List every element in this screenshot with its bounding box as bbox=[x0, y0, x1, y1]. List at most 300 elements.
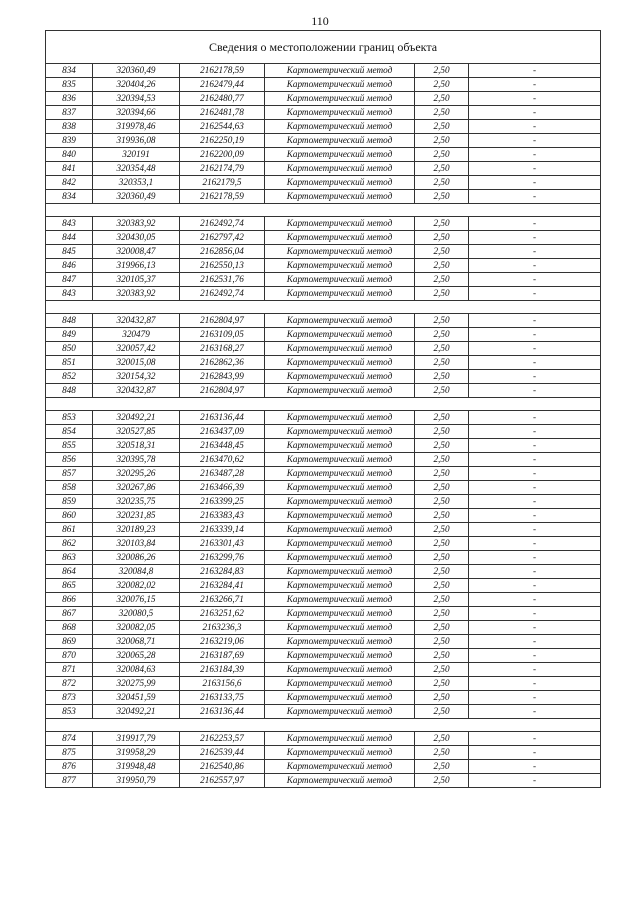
table-row bbox=[46, 245, 601, 259]
accuracy-cell: 2,50 bbox=[415, 467, 469, 481]
y-coordinate-cell: 2162531,76 bbox=[180, 273, 265, 287]
point-number-cell: 877 bbox=[46, 774, 93, 788]
y-coordinate-cell: 2163156,6 bbox=[180, 677, 265, 691]
description-cell: - bbox=[469, 551, 601, 565]
accuracy-cell: 2,50 bbox=[415, 774, 469, 788]
point-number-cell: 875 bbox=[46, 746, 93, 760]
y-coordinate-cell: 2163383,43 bbox=[180, 509, 265, 523]
y-coordinate-cell: 2162804,97 bbox=[180, 314, 265, 328]
x-coordinate-cell: 320275,99 bbox=[93, 677, 180, 691]
accuracy-cell: 2,50 bbox=[415, 705, 469, 719]
point-number-cell: 856 bbox=[46, 453, 93, 467]
description-cell: - bbox=[469, 439, 601, 453]
point-number-cell: 871 bbox=[46, 663, 93, 677]
description-cell: - bbox=[469, 425, 601, 439]
point-number-cell: 851 bbox=[46, 356, 93, 370]
y-coordinate-cell: 2163109,05 bbox=[180, 328, 265, 342]
y-coordinate-cell: 2163168,27 bbox=[180, 342, 265, 356]
method-cell: Картометрический метод bbox=[265, 453, 415, 467]
point-number-cell: 848 bbox=[46, 314, 93, 328]
description-cell: - bbox=[469, 64, 601, 78]
x-coordinate-cell: 319950,79 bbox=[93, 774, 180, 788]
description-cell: - bbox=[469, 411, 601, 425]
x-coordinate-cell: 320383,92 bbox=[93, 287, 180, 301]
y-coordinate-cell: 2162804,97 bbox=[180, 384, 265, 398]
table-row bbox=[46, 259, 601, 273]
accuracy-cell: 2,50 bbox=[415, 259, 469, 273]
table-row bbox=[46, 273, 601, 287]
accuracy-cell: 2,50 bbox=[415, 579, 469, 593]
description-cell: - bbox=[469, 774, 601, 788]
accuracy-cell: 2,50 bbox=[415, 370, 469, 384]
x-coordinate-cell: 320105,37 bbox=[93, 273, 180, 287]
description-cell: - bbox=[469, 495, 601, 509]
method-cell: Картометрический метод bbox=[265, 565, 415, 579]
table-row bbox=[46, 78, 601, 92]
x-coordinate-cell: 320404,26 bbox=[93, 78, 180, 92]
x-coordinate-cell: 319978,46 bbox=[93, 120, 180, 134]
table-row bbox=[46, 537, 601, 551]
description-cell: - bbox=[469, 245, 601, 259]
x-coordinate-cell: 320432,87 bbox=[93, 384, 180, 398]
x-coordinate-cell: 320080,5 bbox=[93, 607, 180, 621]
accuracy-cell: 2,50 bbox=[415, 425, 469, 439]
method-cell: Картометрический метод bbox=[265, 760, 415, 774]
method-cell: Картометрический метод bbox=[265, 537, 415, 551]
accuracy-cell: 2,50 bbox=[415, 439, 469, 453]
description-cell: - bbox=[469, 314, 601, 328]
y-coordinate-cell: 2162178,59 bbox=[180, 64, 265, 78]
y-coordinate-cell: 2162539,44 bbox=[180, 746, 265, 760]
x-coordinate-cell: 320360,49 bbox=[93, 64, 180, 78]
point-number-cell: 843 bbox=[46, 287, 93, 301]
table-title-row bbox=[46, 31, 601, 64]
table-title: Сведения о местоположении границ объекта bbox=[46, 31, 601, 64]
description-cell: - bbox=[469, 328, 601, 342]
x-coordinate-cell: 320451,59 bbox=[93, 691, 180, 705]
point-number-cell: 844 bbox=[46, 231, 93, 245]
table-row bbox=[46, 190, 601, 204]
accuracy-cell: 2,50 bbox=[415, 78, 469, 92]
y-coordinate-cell: 2163184,39 bbox=[180, 663, 265, 677]
accuracy-cell: 2,50 bbox=[415, 162, 469, 176]
description-cell: - bbox=[469, 523, 601, 537]
table-row bbox=[46, 663, 601, 677]
point-number-cell: 836 bbox=[46, 92, 93, 106]
point-number-cell: 857 bbox=[46, 467, 93, 481]
method-cell: Картометрический метод bbox=[265, 732, 415, 746]
table-row bbox=[46, 760, 601, 774]
coordinates-table bbox=[45, 30, 601, 788]
method-cell: Картометрический метод bbox=[265, 495, 415, 509]
table-row bbox=[46, 523, 601, 537]
x-coordinate-cell: 320086,26 bbox=[93, 551, 180, 565]
method-cell: Картометрический метод bbox=[265, 106, 415, 120]
method-cell: Картометрический метод bbox=[265, 621, 415, 635]
table-row bbox=[46, 148, 601, 162]
y-coordinate-cell: 2162862,36 bbox=[180, 356, 265, 370]
description-cell: - bbox=[469, 453, 601, 467]
point-number-cell: 852 bbox=[46, 370, 93, 384]
y-coordinate-cell: 2162479,44 bbox=[180, 78, 265, 92]
x-coordinate-cell: 320015,08 bbox=[93, 356, 180, 370]
accuracy-cell: 2,50 bbox=[415, 746, 469, 760]
x-coordinate-cell: 320383,92 bbox=[93, 217, 180, 231]
accuracy-cell: 2,50 bbox=[415, 621, 469, 635]
description-cell: - bbox=[469, 176, 601, 190]
y-coordinate-cell: 2162843,99 bbox=[180, 370, 265, 384]
method-cell: Картометрический метод bbox=[265, 64, 415, 78]
group-separator-row bbox=[46, 301, 601, 314]
table-row bbox=[46, 217, 601, 231]
group-separator-row bbox=[46, 398, 601, 411]
method-cell: Картометрический метод bbox=[265, 691, 415, 705]
table-row bbox=[46, 356, 601, 370]
method-cell: Картометрический метод bbox=[265, 120, 415, 134]
y-coordinate-cell: 2163136,44 bbox=[180, 705, 265, 719]
accuracy-cell: 2,50 bbox=[415, 495, 469, 509]
point-number-cell: 863 bbox=[46, 551, 93, 565]
y-coordinate-cell: 2163236,3 bbox=[180, 621, 265, 635]
accuracy-cell: 2,50 bbox=[415, 649, 469, 663]
table-row bbox=[46, 509, 601, 523]
description-cell: - bbox=[469, 370, 601, 384]
accuracy-cell: 2,50 bbox=[415, 677, 469, 691]
table-row bbox=[46, 565, 601, 579]
point-number-cell: 859 bbox=[46, 495, 93, 509]
x-coordinate-cell: 320479 bbox=[93, 328, 180, 342]
method-cell: Картометрический метод bbox=[265, 551, 415, 565]
accuracy-cell: 2,50 bbox=[415, 231, 469, 245]
point-number-cell: 873 bbox=[46, 691, 93, 705]
method-cell: Картометрический метод bbox=[265, 677, 415, 691]
table-row bbox=[46, 287, 601, 301]
point-number-cell: 841 bbox=[46, 162, 93, 176]
x-coordinate-cell: 320231,85 bbox=[93, 509, 180, 523]
x-coordinate-cell: 320395,78 bbox=[93, 453, 180, 467]
y-coordinate-cell: 2162174,79 bbox=[180, 162, 265, 176]
y-coordinate-cell: 2162557,97 bbox=[180, 774, 265, 788]
accuracy-cell: 2,50 bbox=[415, 691, 469, 705]
accuracy-cell: 2,50 bbox=[415, 509, 469, 523]
table-row bbox=[46, 607, 601, 621]
description-cell: - bbox=[469, 467, 601, 481]
group-separator-cell bbox=[46, 204, 601, 217]
point-number-cell: 837 bbox=[46, 106, 93, 120]
y-coordinate-cell: 2163470,62 bbox=[180, 453, 265, 467]
description-cell: - bbox=[469, 677, 601, 691]
method-cell: Картометрический метод bbox=[265, 425, 415, 439]
table-row bbox=[46, 705, 601, 719]
y-coordinate-cell: 2162480,77 bbox=[180, 92, 265, 106]
table-row bbox=[46, 162, 601, 176]
accuracy-cell: 2,50 bbox=[415, 356, 469, 370]
x-coordinate-cell: 320082,05 bbox=[93, 621, 180, 635]
point-number-cell: 864 bbox=[46, 565, 93, 579]
method-cell: Картометрический метод bbox=[265, 356, 415, 370]
x-coordinate-cell: 320082,02 bbox=[93, 579, 180, 593]
accuracy-cell: 2,50 bbox=[415, 328, 469, 342]
y-coordinate-cell: 2163133,75 bbox=[180, 691, 265, 705]
accuracy-cell: 2,50 bbox=[415, 217, 469, 231]
table-row bbox=[46, 774, 601, 788]
method-cell: Картометрический метод bbox=[265, 384, 415, 398]
y-coordinate-cell: 2162200,09 bbox=[180, 148, 265, 162]
x-coordinate-cell: 320189,23 bbox=[93, 523, 180, 537]
accuracy-cell: 2,50 bbox=[415, 106, 469, 120]
point-number-cell: 874 bbox=[46, 732, 93, 746]
point-number-cell: 840 bbox=[46, 148, 93, 162]
description-cell: - bbox=[469, 746, 601, 760]
x-coordinate-cell: 320360,49 bbox=[93, 190, 180, 204]
table-row bbox=[46, 370, 601, 384]
description-cell: - bbox=[469, 217, 601, 231]
table-row bbox=[46, 411, 601, 425]
point-number-cell: 842 bbox=[46, 176, 93, 190]
y-coordinate-cell: 2162856,04 bbox=[180, 245, 265, 259]
y-coordinate-cell: 2163339,14 bbox=[180, 523, 265, 537]
accuracy-cell: 2,50 bbox=[415, 273, 469, 287]
table-row bbox=[46, 495, 601, 509]
coordinates-table-body bbox=[46, 31, 601, 788]
x-coordinate-cell: 320394,53 bbox=[93, 92, 180, 106]
point-number-cell: 846 bbox=[46, 259, 93, 273]
description-cell: - bbox=[469, 106, 601, 120]
y-coordinate-cell: 2162250,19 bbox=[180, 134, 265, 148]
x-coordinate-cell: 320191 bbox=[93, 148, 180, 162]
method-cell: Картометрический метод bbox=[265, 411, 415, 425]
group-separator-cell bbox=[46, 398, 601, 411]
method-cell: Картометрический метод bbox=[265, 78, 415, 92]
accuracy-cell: 2,50 bbox=[415, 663, 469, 677]
method-cell: Картометрический метод bbox=[265, 635, 415, 649]
x-coordinate-cell: 320008,47 bbox=[93, 245, 180, 259]
x-coordinate-cell: 319948,48 bbox=[93, 760, 180, 774]
point-number-cell: 845 bbox=[46, 245, 93, 259]
point-number-cell: 850 bbox=[46, 342, 93, 356]
table-row bbox=[46, 342, 601, 356]
x-coordinate-cell: 320076,15 bbox=[93, 593, 180, 607]
table-row bbox=[46, 677, 601, 691]
description-cell: - bbox=[469, 134, 601, 148]
point-number-cell: 876 bbox=[46, 760, 93, 774]
accuracy-cell: 2,50 bbox=[415, 565, 469, 579]
x-coordinate-cell: 320154,32 bbox=[93, 370, 180, 384]
y-coordinate-cell: 2162253,57 bbox=[180, 732, 265, 746]
method-cell: Картометрический метод bbox=[265, 523, 415, 537]
accuracy-cell: 2,50 bbox=[415, 287, 469, 301]
table-row bbox=[46, 621, 601, 635]
x-coordinate-cell: 319958,29 bbox=[93, 746, 180, 760]
x-coordinate-cell: 320068,71 bbox=[93, 635, 180, 649]
y-coordinate-cell: 2163284,41 bbox=[180, 579, 265, 593]
accuracy-cell: 2,50 bbox=[415, 760, 469, 774]
description-cell: - bbox=[469, 273, 601, 287]
method-cell: Картометрический метод bbox=[265, 370, 415, 384]
description-cell: - bbox=[469, 342, 601, 356]
description-cell: - bbox=[469, 259, 601, 273]
accuracy-cell: 2,50 bbox=[415, 314, 469, 328]
y-coordinate-cell: 2163466,39 bbox=[180, 481, 265, 495]
description-cell: - bbox=[469, 607, 601, 621]
description-cell: - bbox=[469, 120, 601, 134]
description-cell: - bbox=[469, 593, 601, 607]
point-number-cell: 849 bbox=[46, 328, 93, 342]
accuracy-cell: 2,50 bbox=[415, 551, 469, 565]
y-coordinate-cell: 2162797,42 bbox=[180, 231, 265, 245]
x-coordinate-cell: 319966,13 bbox=[93, 259, 180, 273]
description-cell: - bbox=[469, 635, 601, 649]
description-cell: - bbox=[469, 621, 601, 635]
x-coordinate-cell: 320235,75 bbox=[93, 495, 180, 509]
accuracy-cell: 2,50 bbox=[415, 732, 469, 746]
method-cell: Картометрический метод bbox=[265, 342, 415, 356]
point-number-cell: 868 bbox=[46, 621, 93, 635]
accuracy-cell: 2,50 bbox=[415, 245, 469, 259]
table-row bbox=[46, 92, 601, 106]
x-coordinate-cell: 320492,21 bbox=[93, 411, 180, 425]
table-row bbox=[46, 481, 601, 495]
y-coordinate-cell: 2163136,44 bbox=[180, 411, 265, 425]
y-coordinate-cell: 2163301,43 bbox=[180, 537, 265, 551]
accuracy-cell: 2,50 bbox=[415, 453, 469, 467]
point-number-cell: 853 bbox=[46, 411, 93, 425]
method-cell: Картометрический метод bbox=[265, 439, 415, 453]
x-coordinate-cell: 320103,84 bbox=[93, 537, 180, 551]
table-row bbox=[46, 384, 601, 398]
method-cell: Картометрический метод bbox=[265, 273, 415, 287]
method-cell: Картометрический метод bbox=[265, 607, 415, 621]
description-cell: - bbox=[469, 509, 601, 523]
method-cell: Картометрический метод bbox=[265, 705, 415, 719]
x-coordinate-cell: 319917,79 bbox=[93, 732, 180, 746]
x-coordinate-cell: 320492,21 bbox=[93, 705, 180, 719]
x-coordinate-cell: 320084,63 bbox=[93, 663, 180, 677]
method-cell: Картометрический метод bbox=[265, 481, 415, 495]
page-number: 110 bbox=[311, 14, 329, 28]
point-number-cell: 839 bbox=[46, 134, 93, 148]
description-cell: - bbox=[469, 287, 601, 301]
x-coordinate-cell: 320267,86 bbox=[93, 481, 180, 495]
y-coordinate-cell: 2163487,28 bbox=[180, 467, 265, 481]
point-number-cell: 835 bbox=[46, 78, 93, 92]
accuracy-cell: 2,50 bbox=[415, 481, 469, 495]
description-cell: - bbox=[469, 92, 601, 106]
method-cell: Картометрический метод bbox=[265, 663, 415, 677]
method-cell: Картометрический метод bbox=[265, 190, 415, 204]
y-coordinate-cell: 2163448,45 bbox=[180, 439, 265, 453]
point-number-cell: 862 bbox=[46, 537, 93, 551]
description-cell: - bbox=[469, 663, 601, 677]
description-cell: - bbox=[469, 760, 601, 774]
point-number-cell: 855 bbox=[46, 439, 93, 453]
y-coordinate-cell: 2163251,62 bbox=[180, 607, 265, 621]
y-coordinate-cell: 2163437,09 bbox=[180, 425, 265, 439]
description-cell: - bbox=[469, 231, 601, 245]
method-cell: Картометрический метод bbox=[265, 328, 415, 342]
x-coordinate-cell: 320084,8 bbox=[93, 565, 180, 579]
x-coordinate-cell: 320432,87 bbox=[93, 314, 180, 328]
method-cell: Картометрический метод bbox=[265, 217, 415, 231]
description-cell: - bbox=[469, 537, 601, 551]
table-row bbox=[46, 64, 601, 78]
method-cell: Картометрический метод bbox=[265, 649, 415, 663]
table-row bbox=[46, 746, 601, 760]
x-coordinate-cell: 320394,66 bbox=[93, 106, 180, 120]
point-number-cell: 838 bbox=[46, 120, 93, 134]
y-coordinate-cell: 2163399,25 bbox=[180, 495, 265, 509]
point-number-cell: 858 bbox=[46, 481, 93, 495]
point-number-cell: 866 bbox=[46, 593, 93, 607]
x-coordinate-cell: 320353,1 bbox=[93, 176, 180, 190]
accuracy-cell: 2,50 bbox=[415, 148, 469, 162]
x-coordinate-cell: 320518,31 bbox=[93, 439, 180, 453]
method-cell: Картометрический метод bbox=[265, 746, 415, 760]
accuracy-cell: 2,50 bbox=[415, 190, 469, 204]
description-cell: - bbox=[469, 190, 601, 204]
y-coordinate-cell: 2163266,71 bbox=[180, 593, 265, 607]
point-number-cell: 834 bbox=[46, 190, 93, 204]
point-number-cell: 843 bbox=[46, 217, 93, 231]
point-number-cell: 853 bbox=[46, 705, 93, 719]
y-coordinate-cell: 2162492,74 bbox=[180, 287, 265, 301]
description-cell: - bbox=[469, 691, 601, 705]
point-number-cell: 872 bbox=[46, 677, 93, 691]
table-row bbox=[46, 425, 601, 439]
table-row bbox=[46, 579, 601, 593]
table-row bbox=[46, 551, 601, 565]
group-separator-cell bbox=[46, 719, 601, 732]
point-number-cell: 861 bbox=[46, 523, 93, 537]
point-number-cell: 867 bbox=[46, 607, 93, 621]
y-coordinate-cell: 2162544,63 bbox=[180, 120, 265, 134]
accuracy-cell: 2,50 bbox=[415, 176, 469, 190]
x-coordinate-cell: 320354,48 bbox=[93, 162, 180, 176]
method-cell: Картометрический метод bbox=[265, 148, 415, 162]
x-coordinate-cell: 319936,08 bbox=[93, 134, 180, 148]
accuracy-cell: 2,50 bbox=[415, 593, 469, 607]
description-cell: - bbox=[469, 162, 601, 176]
description-cell: - bbox=[469, 649, 601, 663]
method-cell: Картометрический метод bbox=[265, 467, 415, 481]
y-coordinate-cell: 2162178,59 bbox=[180, 190, 265, 204]
method-cell: Картометрический метод bbox=[265, 509, 415, 523]
description-cell: - bbox=[469, 579, 601, 593]
x-coordinate-cell: 320065,28 bbox=[93, 649, 180, 663]
y-coordinate-cell: 2162540,86 bbox=[180, 760, 265, 774]
accuracy-cell: 2,50 bbox=[415, 384, 469, 398]
table-row bbox=[46, 176, 601, 190]
method-cell: Картометрический метод bbox=[265, 162, 415, 176]
table-row bbox=[46, 732, 601, 746]
description-cell: - bbox=[469, 565, 601, 579]
y-coordinate-cell: 2163299,76 bbox=[180, 551, 265, 565]
group-separator-row bbox=[46, 204, 601, 217]
y-coordinate-cell: 2162492,74 bbox=[180, 217, 265, 231]
method-cell: Картометрический метод bbox=[265, 176, 415, 190]
point-number-cell: 848 bbox=[46, 384, 93, 398]
table-row bbox=[46, 593, 601, 607]
accuracy-cell: 2,50 bbox=[415, 342, 469, 356]
table-row bbox=[46, 467, 601, 481]
method-cell: Картометрический метод bbox=[265, 314, 415, 328]
group-separator-cell bbox=[46, 301, 601, 314]
point-number-cell: 869 bbox=[46, 635, 93, 649]
x-coordinate-cell: 320295,26 bbox=[93, 467, 180, 481]
method-cell: Картометрический метод bbox=[265, 774, 415, 788]
table-row bbox=[46, 134, 601, 148]
accuracy-cell: 2,50 bbox=[415, 607, 469, 621]
